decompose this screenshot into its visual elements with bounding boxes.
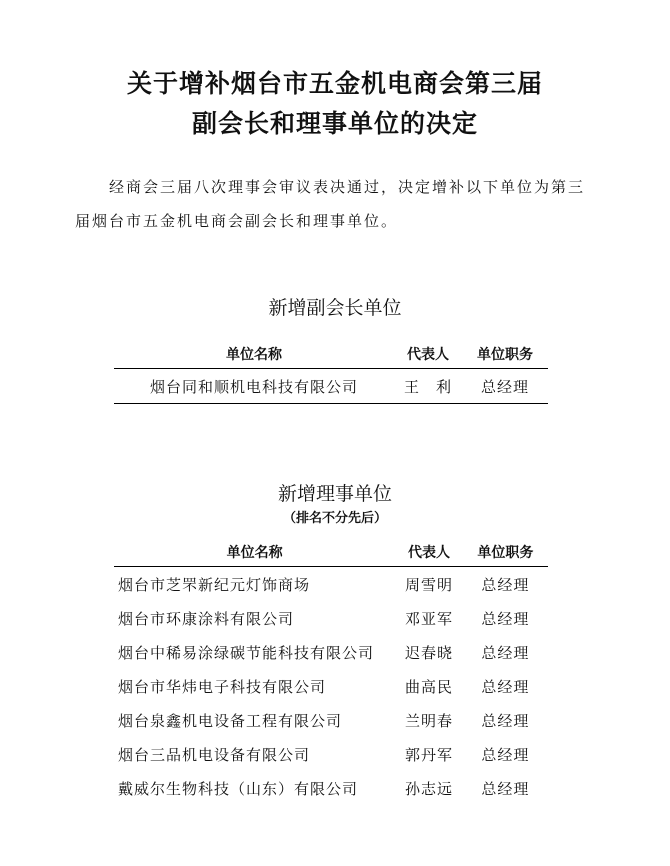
header-representative: 代表人 [395, 538, 462, 567]
position: 总经理 [481, 575, 530, 594]
table-header-row [114, 538, 548, 567]
council-member-table [114, 538, 548, 805]
unit-name: 烟台泉鑫机电设备工程有限公司 [118, 711, 343, 730]
table-header-row [114, 340, 548, 369]
unit-name: 烟台市芝罘新纪元灯饰商场 [118, 575, 311, 594]
document-title-line-2: 副会长和理事单位的决定 [191, 109, 478, 138]
table-row [114, 703, 548, 737]
position: 总经理 [481, 677, 530, 696]
position: 总经理 [481, 779, 530, 798]
table-row [114, 771, 548, 805]
table-row [114, 737, 548, 771]
representative: 兰明春 [405, 711, 454, 730]
document-title-line-1: 关于增补烟台市五金机电商会第三届 [126, 69, 543, 98]
section-council-title: 新增理事单位 [277, 483, 392, 505]
unit-name: 烟台市环康涂料有限公司 [118, 609, 295, 628]
unit-name: 烟台中稀易涂绿碳节能科技有限公司 [118, 643, 375, 662]
table-row [114, 567, 548, 602]
header-unit-name: 单位名称 [114, 340, 394, 369]
representative: 邓亚军 [405, 609, 454, 628]
unit-name: 烟台同和顺机电科技有限公司 [149, 377, 358, 396]
table-row [114, 369, 548, 404]
intro-paragraph: 经商会三届八次理事会审议表决通过，决定增补以下单位为第三届烟台市五金机电商会副会长和理事单位。 [75, 178, 586, 230]
representative: 周雪明 [405, 575, 454, 594]
representative: 迟春晓 [405, 643, 454, 662]
position: 总经理 [481, 643, 530, 662]
representative: 曲高民 [405, 677, 454, 696]
header-unit-name: 单位名称 [114, 538, 395, 567]
position: 总经理 [481, 745, 530, 764]
section-council-note: （排名不分先后） [282, 511, 387, 526]
unit-name: 烟台市华炜电子科技有限公司 [118, 677, 327, 696]
vice-president-table [114, 340, 548, 404]
header-position: 单位职务 [463, 538, 548, 567]
table-row [114, 669, 548, 703]
unit-name: 烟台三品机电设备有限公司 [118, 745, 311, 764]
position: 总经理 [481, 711, 530, 730]
section-vice-president-title: 新增副会长单位 [268, 297, 402, 319]
header-position: 单位职务 [462, 340, 548, 369]
unit-name: 戴威尔生物科技（山东）有限公司 [118, 779, 359, 798]
representative: 王 利 [403, 377, 452, 396]
representative: 孙志远 [405, 779, 454, 798]
position: 总经理 [480, 377, 529, 396]
representative: 郭丹军 [405, 745, 454, 764]
table-row [114, 635, 548, 669]
table-row [114, 601, 548, 635]
header-representative: 代表人 [394, 340, 462, 369]
position: 总经理 [481, 609, 530, 628]
